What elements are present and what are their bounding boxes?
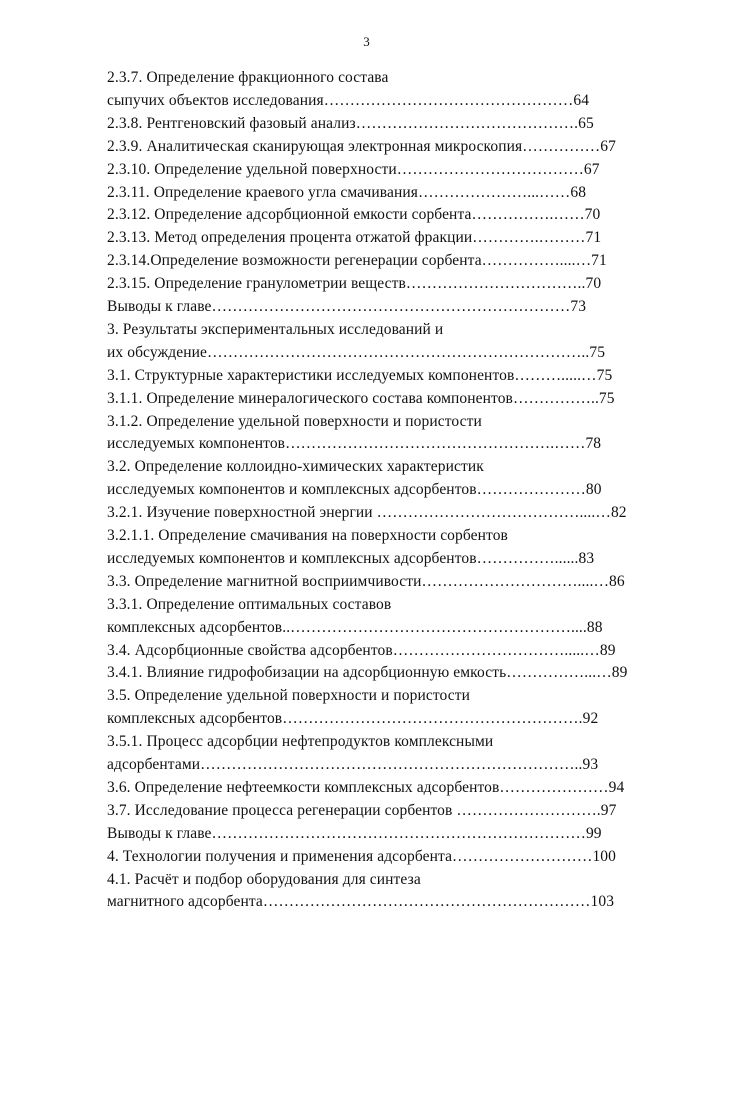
toc-line: исследуемых компонентов и комплексных адсорбентов…………………80 — [107, 481, 602, 499]
toc-line: 3.7. Исследование процесса регенерации сорбентов ……………………….97 — [107, 801, 617, 819]
toc-line: 2.3.8. Рентгеновский фазовый анализ…………………………………….65 — [107, 114, 594, 132]
toc-line: их обсуждение………………………………………………………………..75 — [107, 343, 606, 361]
toc-line: 2.3.13. Метод определения процента отжатой фракции………….………71 — [107, 229, 602, 247]
toc-line: 3.1.2. Определение удельной поверхности и пористости — [107, 412, 482, 430]
toc-line: 4. Технологии получения и применения адсорбента………………………100 — [107, 847, 617, 865]
toc-line: 3.6. Определение нефтеемкости комплексных адсорбентов…………………94 — [107, 778, 625, 796]
toc-line: комплексных адсорбентов..………………………………………………....88 — [107, 618, 603, 636]
toc-line: 3. Результаты экспериментальных исследований и — [107, 320, 444, 338]
toc-line: 2.3.14.Определение возможности регенерации сорбента……………....…71 — [107, 252, 607, 270]
toc-line: 2.3.7. Определение фракционного состава — [107, 69, 389, 86]
toc-line: 2.3.12. Определение адсорбционной емкости сорбента…………….……70 — [107, 206, 601, 224]
toc-line: 2.3.15. Определение гранулометрии веществ……………………………..70 — [107, 275, 602, 293]
toc-line: 3.1.1. Определение минералогического состава компонентов……………..75 — [107, 389, 615, 407]
toc-line: сыпучих объектов исследования…………………………………………64 — [107, 91, 590, 109]
toc-line: 3.5. Определение удельной поверхности и пористости — [107, 687, 471, 705]
toc-line: Выводы к главе………………………………………………………………99 — [107, 824, 602, 842]
toc-line: 3.4.1. Влияние гидрофобизации на адсорбционную емкость……………...…89 — [107, 664, 628, 682]
toc-line: 3.4. Адсорбционные свойства адсорбентов…………………………….....…89 — [107, 641, 616, 659]
toc-line: 3.2.1.1. Определение смачивания на поверхности сорбентов — [107, 527, 508, 544]
toc-line: 2.3.10. Определение удельной поверхности………………………………67 — [107, 160, 600, 178]
page-number: 3 — [363, 34, 370, 49]
toc-line: 3.3.1. Определение оптимальных составов — [107, 595, 392, 613]
toc-line: исследуемых компонентов и комплексных адсорбентов……………......83 — [107, 549, 595, 567]
toc-line: 3.3. Определение магнитной восприимчивости…………………………....…86 — [107, 572, 625, 590]
toc-line: 2.3.11. Определение краевого угла смачивания…………………...……68 — [107, 183, 587, 201]
toc-line: 3.2. Определение коллоидно-химических характеристик — [107, 458, 484, 476]
toc-line: 3.5.1. Процесс адсорбции нефтепродуктов комплексными — [107, 733, 494, 751]
toc-line: 3.2.1. Изучение поверхностной энергии …………………………………....…82 — [107, 504, 627, 522]
toc-line: магнитного адсорбента………………………………………………………103 — [107, 893, 615, 911]
toc-line: 3.1. Структурные характеристики исследуемых компонентов……….....…75 — [107, 366, 613, 384]
toc-line: Выводы к главе……………………………………………………………73 — [107, 298, 587, 315]
toc-line: 4.1. Расчёт и подбор оборудования для синтеза — [107, 870, 421, 888]
toc-line: комплексных адсорбентов………………………………………………….92 — [107, 710, 599, 728]
toc-line: исследуемых компонентов…………………………………………….……78 — [107, 435, 602, 453]
toc-line: адсорбентами………………………………………………………………..93 — [107, 756, 599, 773]
toc-line: 2.3.9. Аналитическая сканирующая электронная микроскопия……………67 — [107, 137, 616, 155]
